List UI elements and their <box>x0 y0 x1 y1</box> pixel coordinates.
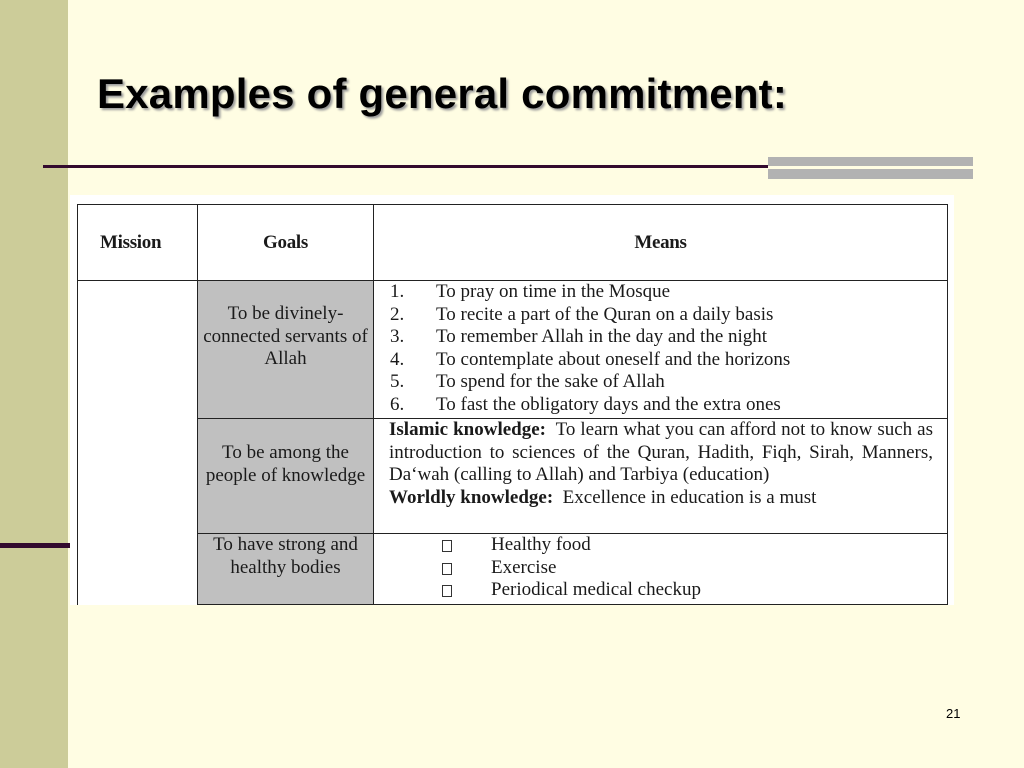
goal-text: To have strong and healthy bodies <box>213 534 358 578</box>
checkbox-icon <box>442 563 452 575</box>
goal-cell <box>198 419 374 534</box>
table-row <box>78 419 948 534</box>
list-item: 1. To pray on time in the Mosque <box>390 281 671 302</box>
mission-cell <box>78 281 198 606</box>
header-mission: Mission <box>78 205 198 281</box>
goal-cell <box>198 281 374 419</box>
list-item: 2. To recite a part of the Quran on a daily basis <box>390 303 774 325</box>
slide-title: Examples of general commitment: <box>97 70 788 117</box>
list-item: 4. To contemplate about oneself and the horizons <box>390 348 791 370</box>
islamic-knowledge-text: To learn what you can afford not to know such as introduction to sciences of the Quran, Hadith, Fiqh, Sirah, Manners, Da‘wah (calling to Allah) and Tarbiya (education) <box>389 419 933 485</box>
list-item: Healthy food <box>374 534 947 557</box>
table-row <box>78 534 948 605</box>
title-divider-rule <box>43 165 770 168</box>
left-decorative-band <box>0 0 68 768</box>
header-goals: Goals <box>198 205 374 281</box>
worldly-knowledge-label: Worldly knowledge: <box>389 486 554 508</box>
goal-cell <box>198 605 374 606</box>
list-item: 6. To fast the obligatory days and the extra ones <box>390 393 781 415</box>
header-means: Means <box>374 205 948 281</box>
list-item: 3. To remember Allah in the day and the night <box>390 326 768 347</box>
checkbox-icon <box>442 585 452 597</box>
islamic-knowledge-label: Islamic knowledge: <box>389 419 546 440</box>
checkbox-icon <box>442 540 452 552</box>
table-header-row <box>78 205 948 281</box>
table-row <box>78 281 948 419</box>
left-divider-rule <box>0 543 70 548</box>
table-image <box>70 195 954 605</box>
means-bullets <box>374 534 947 602</box>
goal-cell <box>198 534 374 605</box>
accent-bar <box>768 157 973 179</box>
commitment-table <box>77 204 948 605</box>
means-cell <box>374 605 948 606</box>
table-row <box>78 605 948 606</box>
islamic-knowledge-paragraph <box>374 419 947 487</box>
list-item: Exercise <box>374 557 947 580</box>
worldly-knowledge-paragraph <box>374 487 947 510</box>
means-cell <box>374 419 948 534</box>
means-list <box>374 281 947 416</box>
list-item: Periodical medical checkup <box>374 579 947 602</box>
means-cell <box>374 534 948 605</box>
list-item: 5. To spend for the sake of Allah <box>390 371 665 392</box>
means-cell <box>374 281 948 419</box>
worldly-knowledge-text: Excellence in education is a must <box>562 486 817 508</box>
goal-text: To be divinely-connected servants of Allah <box>203 303 368 369</box>
goal-text: To be among the people of knowledge <box>205 442 366 486</box>
page-number: 21 <box>946 706 961 721</box>
